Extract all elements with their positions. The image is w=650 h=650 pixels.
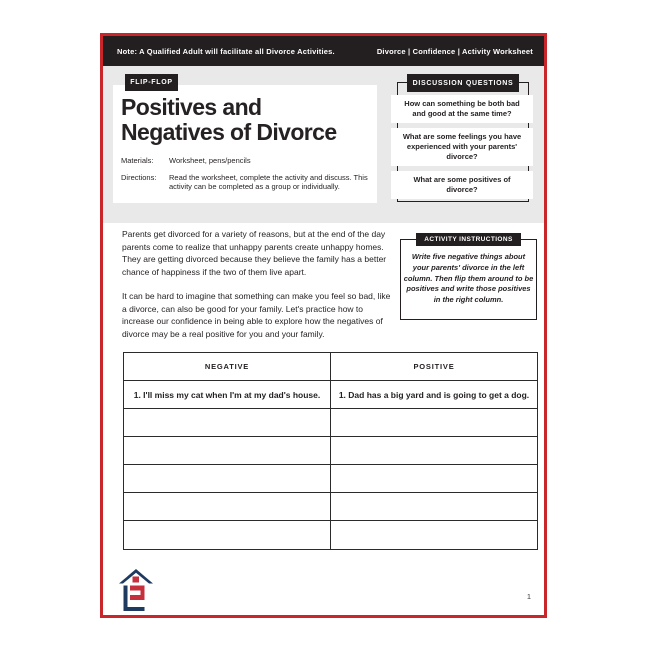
table-cell [331, 493, 537, 520]
body-paragraph: Parents get divorced for a variety of reasons, but at the end of the day parents come to realize that unhappy parents create unhappy homes. They are getting divorced because they believe the family has a better chance of happiness if the two of them live apart. [122, 229, 387, 277]
table-row [124, 493, 537, 521]
table-cell [331, 437, 537, 464]
table-cell [124, 409, 331, 436]
table-row [124, 521, 537, 549]
table-cell: 1. Dad has a big yard and is going to get a dog. [338, 389, 530, 400]
table-header-cell: NEGATIVE [124, 353, 331, 380]
page-title [121, 95, 337, 145]
materials-label: Materials: [121, 156, 154, 165]
discussion-question-card: What are some positives of divorce? [391, 171, 533, 199]
header-bar [103, 36, 544, 66]
activity-instructions-text: Write five negative things about your parents' divorce in the left column. Then flip them around to be positives and write those positives in the right column. [403, 252, 534, 305]
table-row [124, 381, 537, 409]
discussion-question-list [391, 95, 533, 199]
table-header-row [124, 353, 537, 381]
page-title-line2: Negatives of Divorce [121, 119, 337, 145]
materials-row [121, 156, 369, 166]
house-logo-icon [118, 569, 154, 611]
table-cell [124, 521, 331, 549]
directions-value: Read the worksheet, complete the activity and discuss. This activity can be completed as a group or individually. [169, 172, 368, 191]
intro-paragraphs [122, 228, 393, 352]
facilitator-note: Note: A Qualified Adult will facilitate all Divorce Activities. [117, 46, 335, 56]
intro-meta [121, 156, 369, 199]
category-tags: Divorce | Confidence | Activity Worksheet [376, 46, 533, 56]
materials-value: Worksheet, pens/pencils [169, 156, 251, 165]
table-cell [331, 465, 537, 492]
directions-label: Directions: [121, 172, 157, 182]
table-cell [331, 521, 537, 549]
worksheet-page [100, 33, 547, 618]
page-number: 1 [526, 592, 531, 601]
body-paragraph: It can be hard to imagine that something can make you feel so bad, like a divorce, can also be good for your family. Let's practice how to increase our confidence in being able to explore how the negatives of divorce may be a real positive for you and your family. [122, 291, 391, 339]
flip-flop-table [123, 352, 538, 550]
discussion-question-card: How can something be both bad and good at the same time? [391, 95, 533, 123]
table-cell: 1. I'll miss my cat when I'm at my dad's house. [124, 381, 331, 408]
table-cell [124, 493, 331, 520]
table-cell [124, 437, 331, 464]
activity-instructions-badge: ACTIVITY INSTRUCTIONS [416, 233, 521, 246]
discussion-question-card: What are some feelings you have experienced with your parents' divorce? [391, 128, 533, 166]
flip-flop-badge: FLIP-FLOP [125, 74, 178, 91]
table-row [124, 409, 537, 437]
directions-row [121, 173, 369, 192]
page-title-line1: Positives and [121, 94, 262, 120]
table-cell [331, 409, 537, 436]
table-row [124, 465, 537, 493]
table-row [124, 437, 537, 465]
discussion-questions-badge: DISCUSSION QUESTIONS [407, 74, 519, 92]
table-cell [124, 465, 331, 492]
table-header-cell: POSITIVE [413, 362, 455, 371]
